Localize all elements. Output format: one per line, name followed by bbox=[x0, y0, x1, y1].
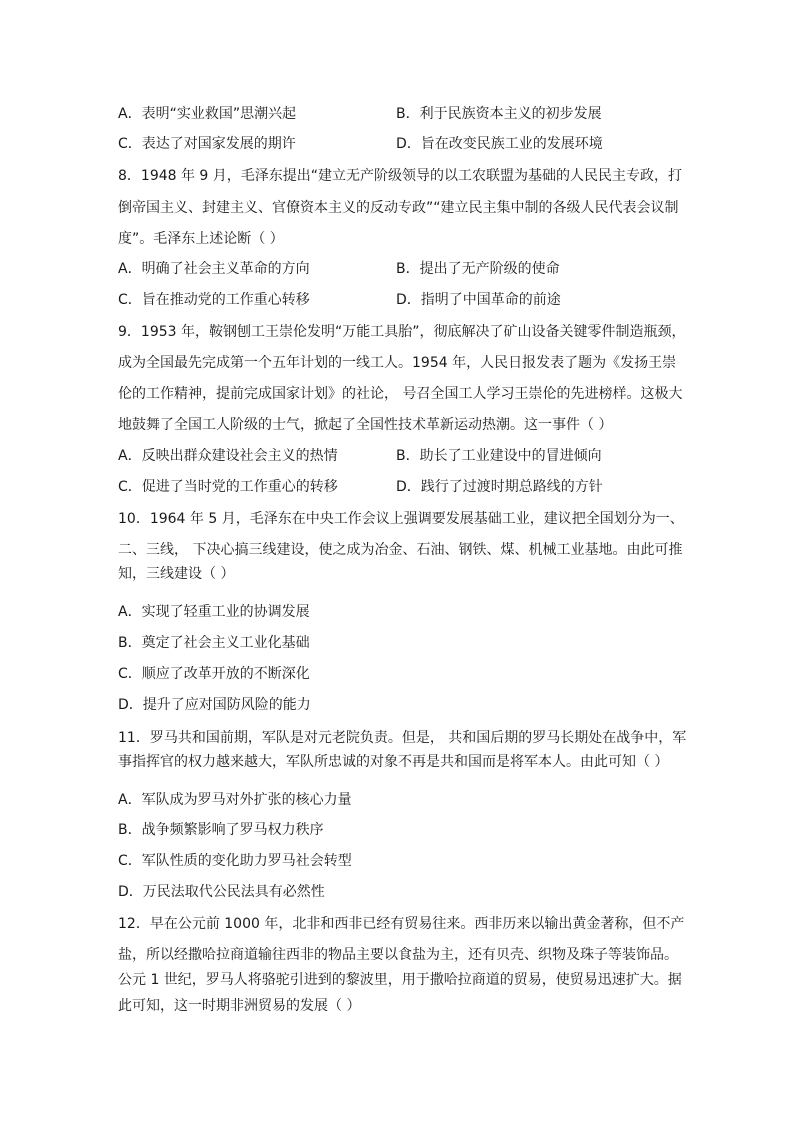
q10-option-b: B．奠定了社会主义工业化基础 bbox=[118, 635, 310, 651]
q9-options-row-2 bbox=[118, 477, 678, 497]
q9-options-row-1 bbox=[118, 446, 678, 466]
q8-option-b: B．提出了无产阶级的使命 bbox=[396, 261, 560, 277]
q7-option-c: C．表达了对国家发展的期许 bbox=[118, 136, 296, 152]
q11-option-b: B．战争频繁影响了罗马权力秩序 bbox=[118, 822, 324, 838]
q9-option-a: A．反映出群众建设社会主义的热情 bbox=[118, 448, 338, 464]
q9-stem-line: 伦的工作精神，提前完成国家计划》的社论， 号召全国工人学习王崇伦的先进榜样。这极大 bbox=[118, 386, 683, 402]
q11-option-a: A．军队成为罗马对外扩张的核心力量 bbox=[118, 792, 352, 808]
q7-option-b: B．利于民族资本主义的初步发展 bbox=[396, 106, 602, 122]
q7-options-row-2 bbox=[118, 134, 678, 154]
q8-stem-line: 8．1948 年 9 月，毛泽东提出“建立无产阶级领导的以工农联盟为基础的人民民主专政，打 bbox=[118, 168, 683, 184]
q10-option-c: C．顺应了改革开放的不断深化 bbox=[118, 666, 310, 682]
q8-options-row-1 bbox=[118, 259, 678, 279]
q12-stem-line: 12．早在公元前 1000 年，北非和西非已经有贸易往来。西非历来以输出黄金著称，但不产 bbox=[118, 916, 685, 932]
q11-option-c: C．军队性质的变化助力罗马社会转型 bbox=[118, 853, 352, 869]
q9-stem-line: 地鼓舞了全国工人阶级的士气，掀起了全国性技术革新运动热潮。这一事件（ ） bbox=[118, 417, 613, 433]
q8-option-a: A．明确了社会主义革命的方向 bbox=[118, 261, 310, 277]
q10-stem-line: 知，三线建设（ ） bbox=[118, 566, 235, 582]
q11-option-d: D．万民法取代公民法具有必然性 bbox=[118, 884, 325, 900]
q12-stem-line: 公元 1 世纪，罗马人将骆驼引进到的黎波里，用于撒哈拉商道的贸易，使贸易迅速扩大。据 bbox=[118, 972, 682, 988]
q9-option-b: B．助长了工业建设中的冒进倾向 bbox=[396, 448, 602, 464]
q9-option-d: D．践行了过渡时期总路线的方针 bbox=[396, 479, 603, 495]
q9-option-c: C．促进了当时党的工作重心的转移 bbox=[118, 479, 338, 495]
q7-option-d: D．旨在改变民族工业的发展环境 bbox=[396, 136, 603, 152]
q11-stem-line: 事指挥官的权力越来越大，军队所忠诚的对象不再是共和国而是将军本人。由此可知（ ） bbox=[118, 754, 669, 770]
q8-stem-line: 度”。毛泽东上述论断（ ） bbox=[118, 231, 284, 247]
q11-stem-line: 11．罗马共和国前期，军队是对元老院负责。但是， 共和国后期的罗马长期处在战争中，军 bbox=[118, 730, 687, 746]
q10-stem-line: 10．1964 年 5 月，毛泽东在中央工作会议上强调要发展基础工业，建议把全国划分为一、 bbox=[118, 511, 684, 527]
q8-option-d: D．指明了中国革命的前途 bbox=[396, 292, 561, 308]
q10-stem-line: 二、三线， 下决心搞三线建设，使之成为冶金、石油、钢铁、煤、机械工业基地。由此可推 bbox=[118, 542, 683, 558]
q12-stem-line: 盐，所以经撒哈拉商道输往西非的物品主要以食盐为主，还有贝壳、织物及珠子等装饰品。 bbox=[118, 947, 678, 963]
q8-stem-line: 倒帝国主义、封建主义、官僚资本主义的反动专政”“建立民主集中制的各级人民代表会议制 bbox=[118, 200, 679, 216]
q7-option-a: A．表明“实业救国”思潮兴起 bbox=[118, 106, 297, 122]
q9-stem-line: 成为全国最先完成第一个五年计划的一线工人。1954 年，人民日报发表了题为《发扬王崇 bbox=[118, 355, 677, 371]
q7-options-row-1 bbox=[118, 104, 678, 124]
q8-option-c: C．旨在推动党的工作重心转移 bbox=[118, 292, 310, 308]
q10-option-d: D．提升了应对国防风险的能力 bbox=[118, 697, 311, 713]
q12-stem-line: 此可知，这一时期非洲贸易的发展（ ） bbox=[118, 998, 361, 1014]
q9-stem-line: 9．1953 年，鞍钢刨工王崇伦发明“万能工具胎”，彻底解决了矿山设备关键零件制造瓶颈， bbox=[118, 324, 686, 340]
q8-options-row-2 bbox=[118, 290, 678, 310]
q10-option-a: A．实现了轻重工业的协调发展 bbox=[118, 604, 310, 620]
